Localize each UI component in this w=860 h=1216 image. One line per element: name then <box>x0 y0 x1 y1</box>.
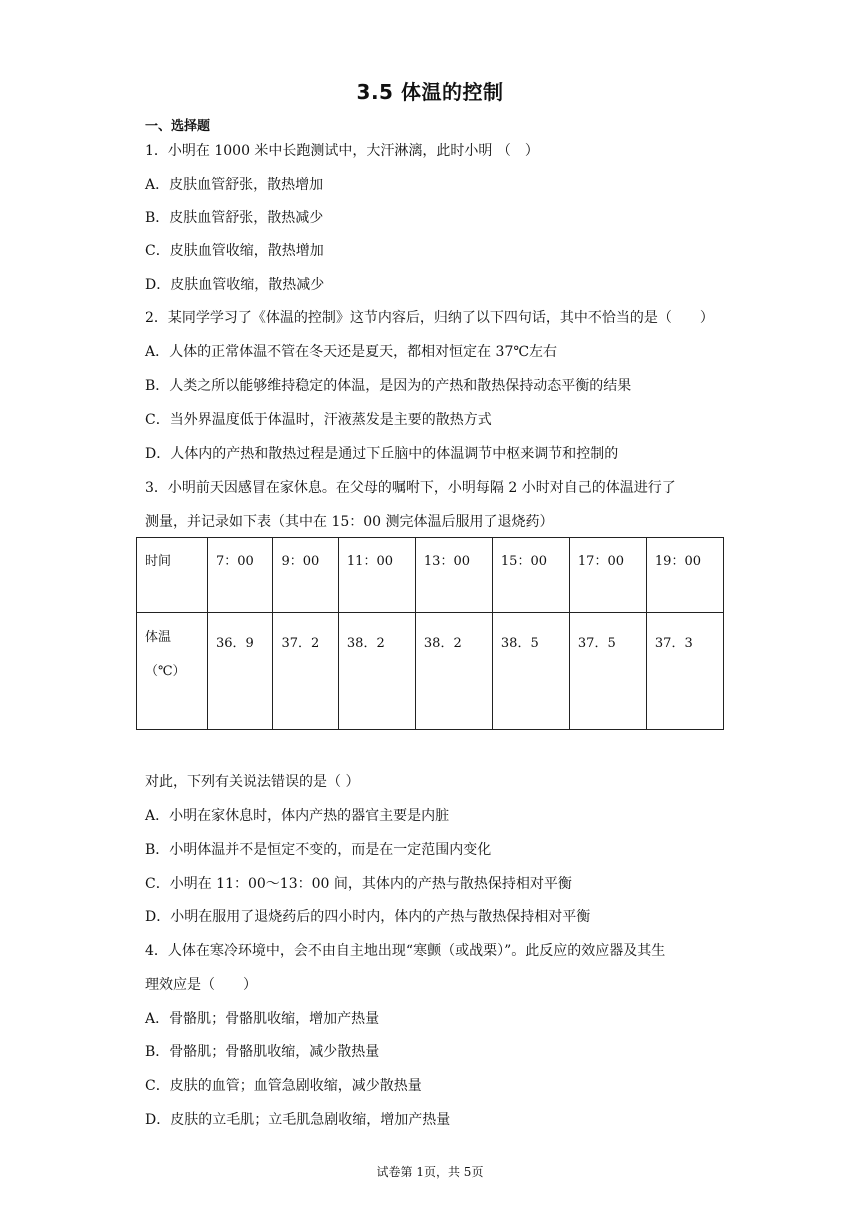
question-2-option-a: A．人体的正常体温不管在冬天还是夏天，都相对恒定在 37℃左右 <box>145 344 558 360</box>
question-3-option-b: B．小明体温并不是恒定不变的，而是在一定范围内变化 <box>145 842 492 858</box>
table-header-temperature-label: 体温 <box>145 630 172 645</box>
table-cell-time: 9：00 <box>273 538 338 613</box>
table-row-temperature <box>137 613 724 730</box>
table-cell-temperature: 38．2 <box>415 613 492 730</box>
table-cell-temperature: 37．5 <box>569 613 646 730</box>
question-1-stem: 1．小明在 1000 米中长跑测试中，大汗淋漓，此时小明 （ ） <box>145 143 539 159</box>
question-3-prompt: 对此，下列有关说法错误的是（ ） <box>145 774 360 790</box>
page-footer: 试卷第 1页，共 5页 <box>376 1165 484 1179</box>
table-cell-time: 17：00 <box>569 538 646 613</box>
section-heading: 一、选择题 <box>145 119 211 134</box>
question-2-option-b: B．人类之所以能够维持稳定的体温，是因为的产热和散热保持动态平衡的结果 <box>145 378 632 394</box>
question-3-stem-line1: 3．小明前天因感冒在家休息。在父母的嘱咐下，小明每隔 2 小时对自己的体温进行了 <box>145 480 676 496</box>
question-2-option-d: D．人体内的产热和散热过程是通过下丘脑中的体温调节中枢来调节和控制的 <box>145 446 619 462</box>
question-4-stem-line1: 4．人体在寒冷环境中，会不由自主地出现“寒颤（或战栗）”。此反应的效应器及其生 <box>145 943 666 959</box>
table-cell-temperature: 38．5 <box>492 613 569 730</box>
question-1-option-a: A．皮肤血管舒张，散热增加 <box>145 177 324 193</box>
table-cell-temperature: 37．3 <box>646 613 723 730</box>
table-cell-time: 11：00 <box>338 538 415 613</box>
table-cell-temperature: 37．2 <box>273 613 338 730</box>
question-3-option-a: A．小明在家休息时，体内产热的器官主要是内脏 <box>145 808 450 824</box>
table-header-temperature-unit: （℃） <box>145 664 186 679</box>
question-4-option-d: D．皮肤的立毛肌；立毛肌急剧收缩，增加产热量 <box>145 1112 451 1128</box>
question-1-option-b: B．皮肤血管舒张，散热减少 <box>145 210 324 226</box>
temperature-table <box>136 537 724 730</box>
question-4-option-c: C．皮肤的血管；血管急剧收缩，减少散热量 <box>145 1078 422 1094</box>
table-cell-time: 19：00 <box>646 538 723 613</box>
question-4-stem-line2: 理效应是（ ） <box>145 977 257 993</box>
question-1-option-d: D．皮肤血管收缩，散热减少 <box>145 277 325 293</box>
question-2-stem: 2．某同学学习了《体温的控制》这节内容后，归纳了以下四句话，其中不恰当的是（ ） <box>145 310 714 326</box>
table-row-time <box>137 538 724 613</box>
table-cell-temperature: 38．2 <box>338 613 415 730</box>
question-1-option-c: C．皮肤血管收缩，散热增加 <box>145 243 324 259</box>
page-title: 3.5 体温的控制 <box>356 80 504 104</box>
table-cell-temperature: 36．9 <box>208 613 273 730</box>
question-3-option-d: D．小明在服用了退烧药后的四小时内，体内的产热与散热保持相对平衡 <box>145 909 591 925</box>
table-header-temperature <box>137 613 208 730</box>
table-header-time: 时间 <box>137 538 208 613</box>
table-cell-time: 15：00 <box>492 538 569 613</box>
question-2-option-c: C．当外界温度低于体温时，汗液蒸发是主要的散热方式 <box>145 412 492 428</box>
question-3-stem-line2: 测量，并记录如下表（其中在 15：00 测完体温后服用了退烧药） <box>145 514 554 530</box>
question-4-option-a: A．骨骼肌；骨骼肌收缩，增加产热量 <box>145 1011 380 1027</box>
table-cell-time: 13：00 <box>415 538 492 613</box>
question-3-option-c: C．小明在 11：00～13：00 间，其体内的产热与散热保持相对平衡 <box>145 876 572 892</box>
table-cell-time: 7：00 <box>208 538 273 613</box>
question-4-option-b: B．骨骼肌；骨骼肌收缩，减少散热量 <box>145 1044 380 1060</box>
